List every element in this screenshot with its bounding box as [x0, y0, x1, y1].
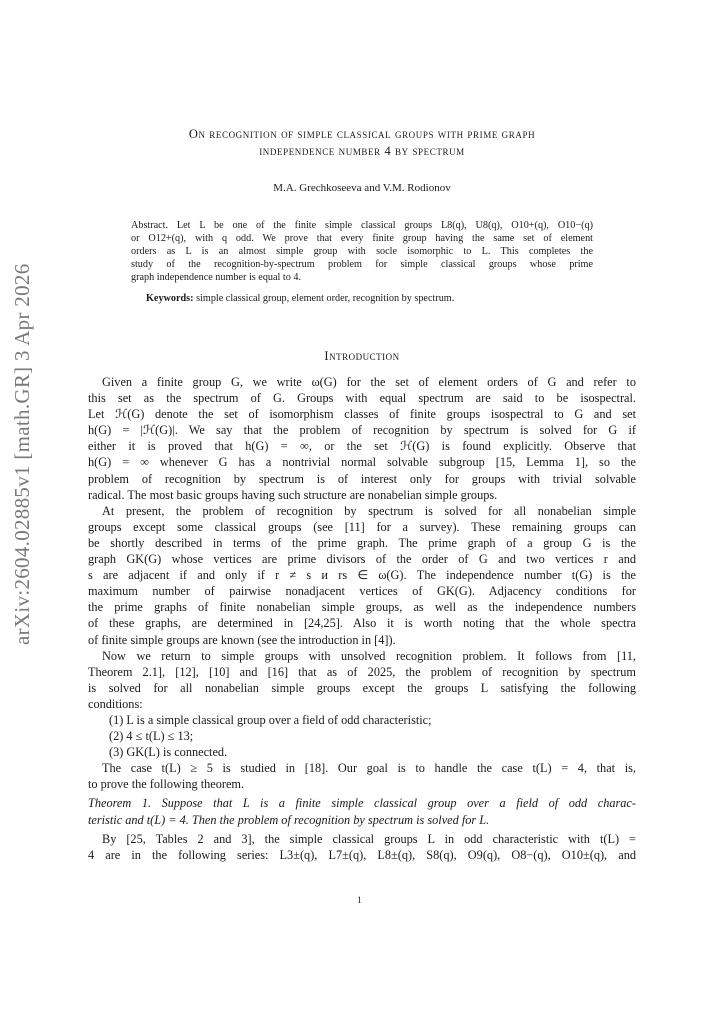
body-line: Given a finite group G, we write ω(G) for the set of element orders of G and refer to: [102, 375, 636, 389]
body-line: At present, the problem of recognition by spectrum is solved for all nonabelian simple: [102, 503, 636, 518]
body-line: By [25, Tables 2 and 3], the simple classical groups L in odd characteristic with t(L) =: [102, 831, 636, 846]
body-line: problem of recognition by spectrum is of interest only for groups with trivial solvable: [88, 471, 636, 486]
keywords: [146, 293, 454, 304]
keywords-label: Keywords:: [146, 293, 194, 304]
body-line: h(G) = |ℋ(G)|. We say that the problem of recognition by spectrum is solved for G if: [88, 423, 636, 438]
body-line: groups except some classical groups (see [11] for a survey). These remaining groups can: [88, 519, 636, 534]
page-number: 1: [357, 896, 362, 906]
abstract-line: study of the recognition-by-spectrum problem for simple classical groups whose prime: [131, 258, 593, 270]
body-line: graph GK(G) whose vertices are prime divisors of the order of G and two vertices r and: [88, 552, 636, 567]
abstract-line: graph independence number is equal to 4.: [131, 271, 302, 283]
title-line-1: On recognition of simple classical groups with prime graph: [188, 127, 536, 141]
body-line: of finite simple groups are known (see the introduction in [4]).: [88, 632, 396, 647]
theorem-line: Theorem 1. Suppose that L is a finite simple classical group over a field of odd charac-: [88, 796, 636, 811]
body-line: conditions:: [88, 696, 143, 711]
body-text: [88, 374, 636, 863]
condition-item: (3) GK(L) is connected.: [109, 745, 228, 760]
body-line: s are adjacent if and only if r ≠ s и rs ∈ ω(G). The independence number t(G) is the: [88, 568, 636, 583]
body-line: the prime graphs of finite nonabelian simple groups, as well as the independence numbers: [88, 600, 636, 615]
condition-item: (2) 4 ≤ t(L) ≤ 13;: [109, 729, 194, 744]
body-line: radical. The most basic groups having such structure are nonabelian simple groups.: [88, 487, 498, 502]
abstract-line: or O12+(q), with q odd. We prove that every finite group having the same set of element: [131, 232, 593, 244]
body-line: to prove the following theorem.: [88, 777, 245, 792]
section-title: Introduction: [324, 349, 400, 363]
body-line: is solved for all nonabelian simple groups except the groups L satisfying the following: [88, 680, 636, 695]
body-line: The case t(L) ≥ 5 is studied in [18]. Our goal is to handle the case t(L) = 4, that is,: [102, 761, 636, 776]
body-line: 4 are in the following series: L3±(q), L7±(q), L8±(q), S8(q), O9(q), O8−(q), O10±(q), and: [88, 847, 636, 862]
theorem-line: teristic and t(L) = 4. Then the problem of recognition by spectrum is solved for L.: [88, 812, 490, 827]
body-line: h(G) = ∞ whenever G has a nontrivial normal solvable subgroup [15, Lemma 1], so the: [88, 455, 636, 470]
body-line: Now we return to simple groups with unsolved recognition problem. It follows from [11,: [102, 648, 636, 663]
arxiv-stamp: arXiv:2604.02885v1 [math.GR] 3 Apr 2026: [10, 263, 34, 645]
body-line: either it is proved that h(G) = ∞, or the set ℋ(G) is found explicitly. Observe that: [88, 439, 636, 454]
condition-item: (1) L is a simple classical group over a field of odd characteristic;: [109, 712, 432, 727]
keywords-text: simple classical group, element order, recognition by spectrum.: [196, 293, 455, 304]
body-line: Theorem 2.1], [12], [10] and [16] that as of 2025, the problem of recognition by spectrum: [88, 664, 636, 679]
title-line-2: independence number 4 by spectrum: [259, 144, 465, 158]
body-line: this set as the spectrum of G. Groups with equal spectrum are said to be isospectral.: [88, 391, 636, 406]
paper-title: [88, 126, 636, 160]
abstract-line: Abstract. Let L be one of the finite simple classical groups L8(q), U8(q), O10+(q), O10−(q): [131, 220, 593, 231]
body-line: of these graphs, are determined in [24,25]. Also it is worth noting that the whole spectra: [88, 616, 636, 631]
abstract-line: orders as L is an almost simple group with socle isomorphic to L. This completes the: [131, 245, 593, 257]
abstract: [131, 220, 593, 285]
body-line: maximum number of pairwise nonadjacent vertices of GK(G). Adjacency conditions for: [88, 584, 636, 599]
body-line: be shortly described in terms of the prime graph. The prime graph of a group G is the: [88, 535, 636, 550]
authors: M.A. Grechkoseeva and V.M. Rodionov: [273, 182, 451, 194]
body-line: Let ℋ(G) denote the set of isomorphism classes of finite groups isospectral to G and set: [88, 407, 636, 422]
